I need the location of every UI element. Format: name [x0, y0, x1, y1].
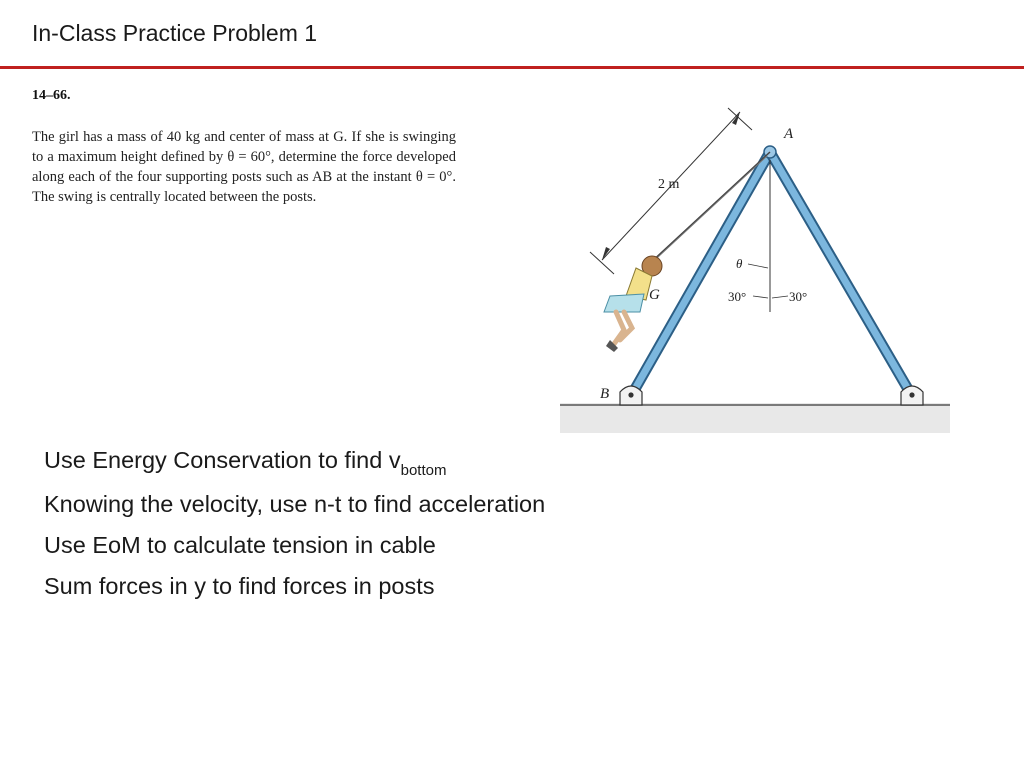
label-2m: 2 m	[658, 177, 680, 192]
dimension-arrow-bottom	[602, 247, 610, 260]
girl-skirt	[604, 294, 644, 312]
problem-number: 14–66.	[32, 88, 71, 103]
pin-right	[901, 386, 923, 405]
dimension-tick-bottom	[590, 252, 614, 274]
step-4: Sum forces in y to find forces in posts	[44, 573, 435, 599]
swing-rope-2	[644, 156, 767, 270]
pin-b	[620, 386, 642, 405]
ground	[560, 403, 950, 433]
post-right-fill	[770, 152, 912, 396]
label-30-right: 30°	[789, 289, 808, 304]
label-theta: θ	[736, 256, 743, 271]
label-a: A	[784, 126, 794, 142]
step-2: Knowing the velocity, use n-t to find acceleration	[44, 491, 546, 517]
step-1	[44, 440, 545, 484]
slide-title: In-Class Practice Problem 1	[32, 20, 318, 46]
solution-steps	[44, 440, 545, 607]
title-divider	[0, 66, 1024, 69]
step-1-subscript: bottom	[400, 462, 447, 479]
angle-right-pointer	[772, 296, 788, 298]
step-3: Use EoM to calculate tension in cable	[44, 532, 436, 558]
angle-left-pointer	[753, 296, 768, 298]
label-b: B	[600, 386, 610, 402]
label-30-left: 30°	[728, 289, 747, 304]
theta-pointer	[748, 264, 768, 268]
girl-figure	[604, 256, 662, 352]
problem-statement: The girl has a mass of 40 kg and center of mass at G. If she is swinging to a maximum height defined by θ = 60°, determine the force developed along each of the four supporting posts such as AB at the instant θ = 0°. The swing is centrally located between the posts.	[32, 129, 456, 205]
swing-figure	[560, 100, 950, 435]
label-g: G	[649, 287, 660, 303]
dimension-tick-top	[728, 108, 752, 130]
step-1-text: Use Energy Conservation to find v	[44, 447, 401, 473]
